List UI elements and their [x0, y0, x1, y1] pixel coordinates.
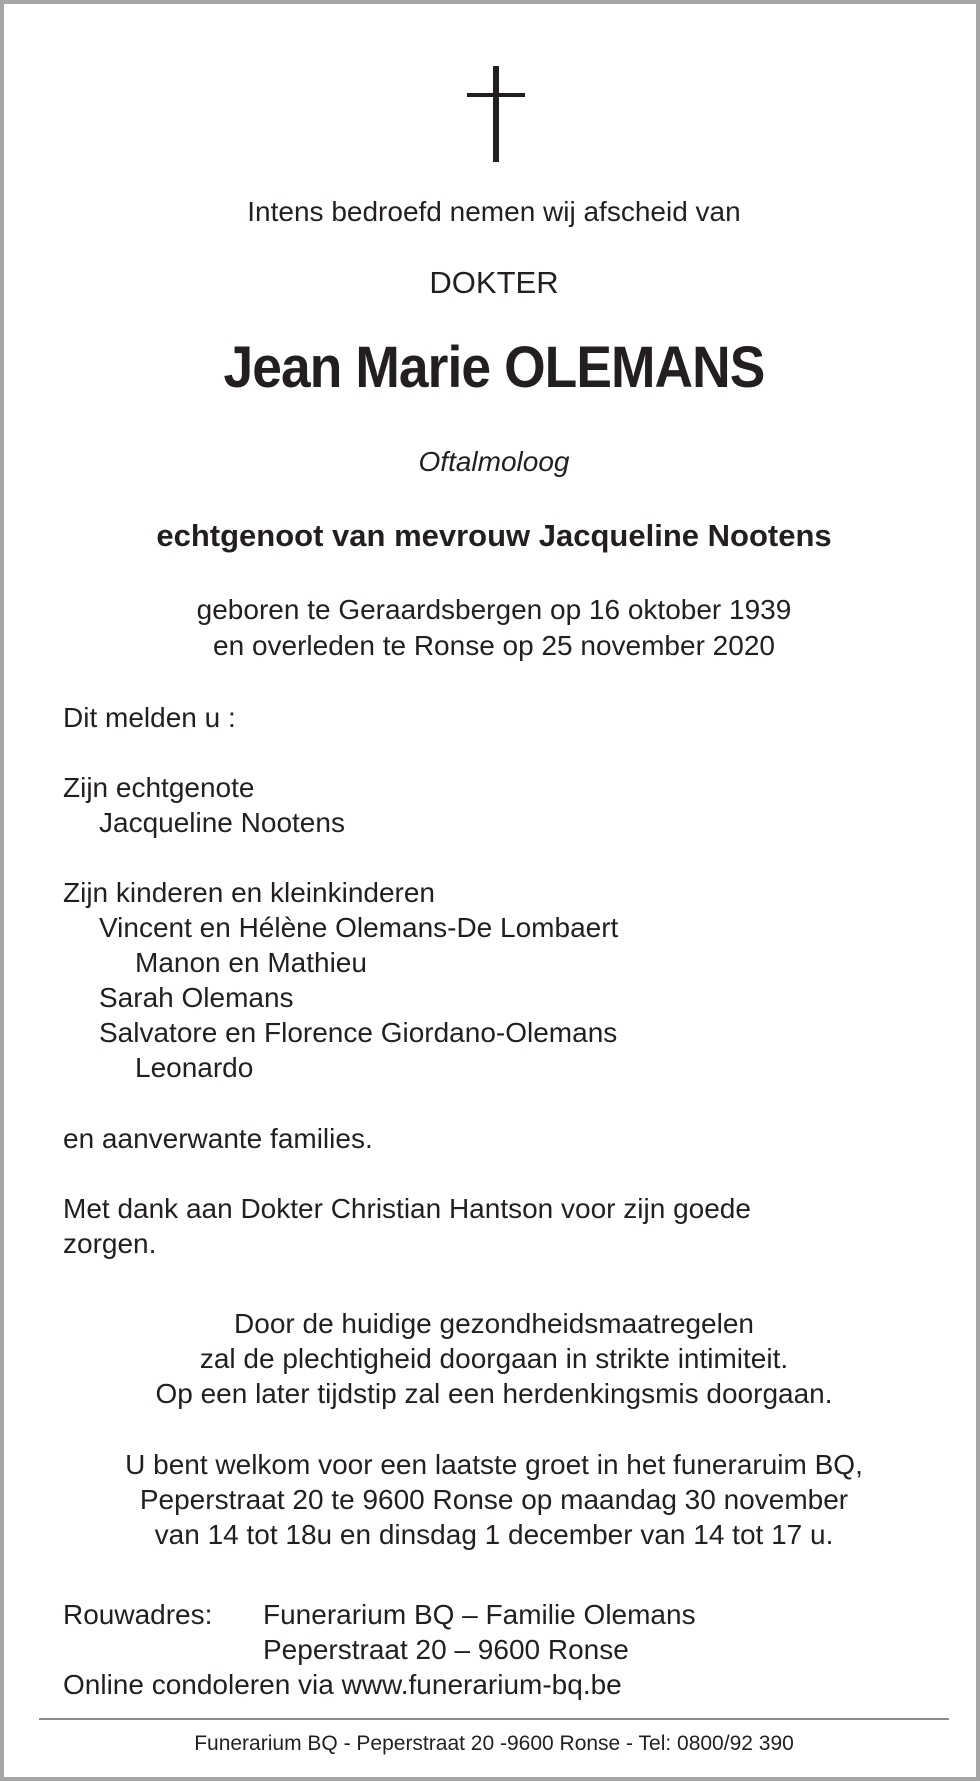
birth-line: geboren te Geraardsbergen op 16 oktober 1939: [196, 594, 792, 625]
address-line-2: Peperstraat 20 – 9600 Ronse: [263, 1634, 629, 1665]
thanks-line-1: Met dank aan Dokter Christian Hantson voor zijn goede: [63, 1193, 751, 1224]
intro-text: Intens bedroefd nemen wij afscheid van: [247, 196, 741, 227]
online-condolence: Online condoleren via www.funerarium-bq.be: [63, 1669, 622, 1700]
death-line: en overleden te Ronse op 25 november 2020: [213, 630, 775, 661]
deceased-name: Jean Marie OLEMANS: [223, 335, 765, 400]
families-text: en aanverwante families.: [63, 1123, 373, 1154]
spouse-name: Jacqueline Nootens: [99, 807, 345, 838]
list-item: Vincent en Hélène Olemans-De Lombaert: [99, 912, 619, 943]
profession: Oftalmoloog: [418, 446, 570, 477]
notice-line-1: Door de huidige gezondheidsmaatregelen: [234, 1308, 754, 1339]
notice-line-3: Op een later tijdstip zal een herdenkingsmis doorgaan.: [155, 1378, 833, 1409]
notice-line-2: zal de plechtigheid doorgaan in strikte intimiteit.: [199, 1343, 789, 1374]
visitation-line-3: van 14 tot 18u en dinsdag 1 december van 14 tot 17 u.: [154, 1519, 834, 1550]
footer-text: Funerarium BQ - Peperstraat 20 -9600 Ronse - Tel: 0800/92 390: [194, 1732, 794, 1755]
cross-icon: [467, 66, 525, 162]
list-item: Manon en Mathieu: [135, 947, 367, 978]
divider: [39, 1718, 949, 1720]
spouse-line: echtgenoot van mevrouw Jacqueline Nootens: [156, 518, 832, 553]
list-item: Salvatore en Florence Giordano-Olemans: [99, 1017, 618, 1048]
title-text: DOKTER: [429, 265, 559, 300]
list-item: Sarah Olemans: [99, 982, 294, 1013]
address-label: Rouwadres:: [63, 1599, 213, 1630]
spouse-heading: Zijn echtgenote: [63, 772, 255, 803]
list-item: Leonardo: [135, 1052, 254, 1083]
announce-text: Dit melden u :: [63, 702, 236, 733]
visitation-line-2: Peperstraat 20 te 9600 Ronse op maandag 30 november: [139, 1484, 849, 1515]
thanks-line-2: zorgen.: [63, 1228, 157, 1259]
children-heading: Zijn kinderen en kleinkinderen: [63, 877, 435, 908]
address-line-1: Funerarium BQ – Familie Olemans: [263, 1599, 696, 1630]
visitation-line-1: U bent welkom voor een laatste groet in het funeraruim BQ,: [125, 1449, 863, 1480]
